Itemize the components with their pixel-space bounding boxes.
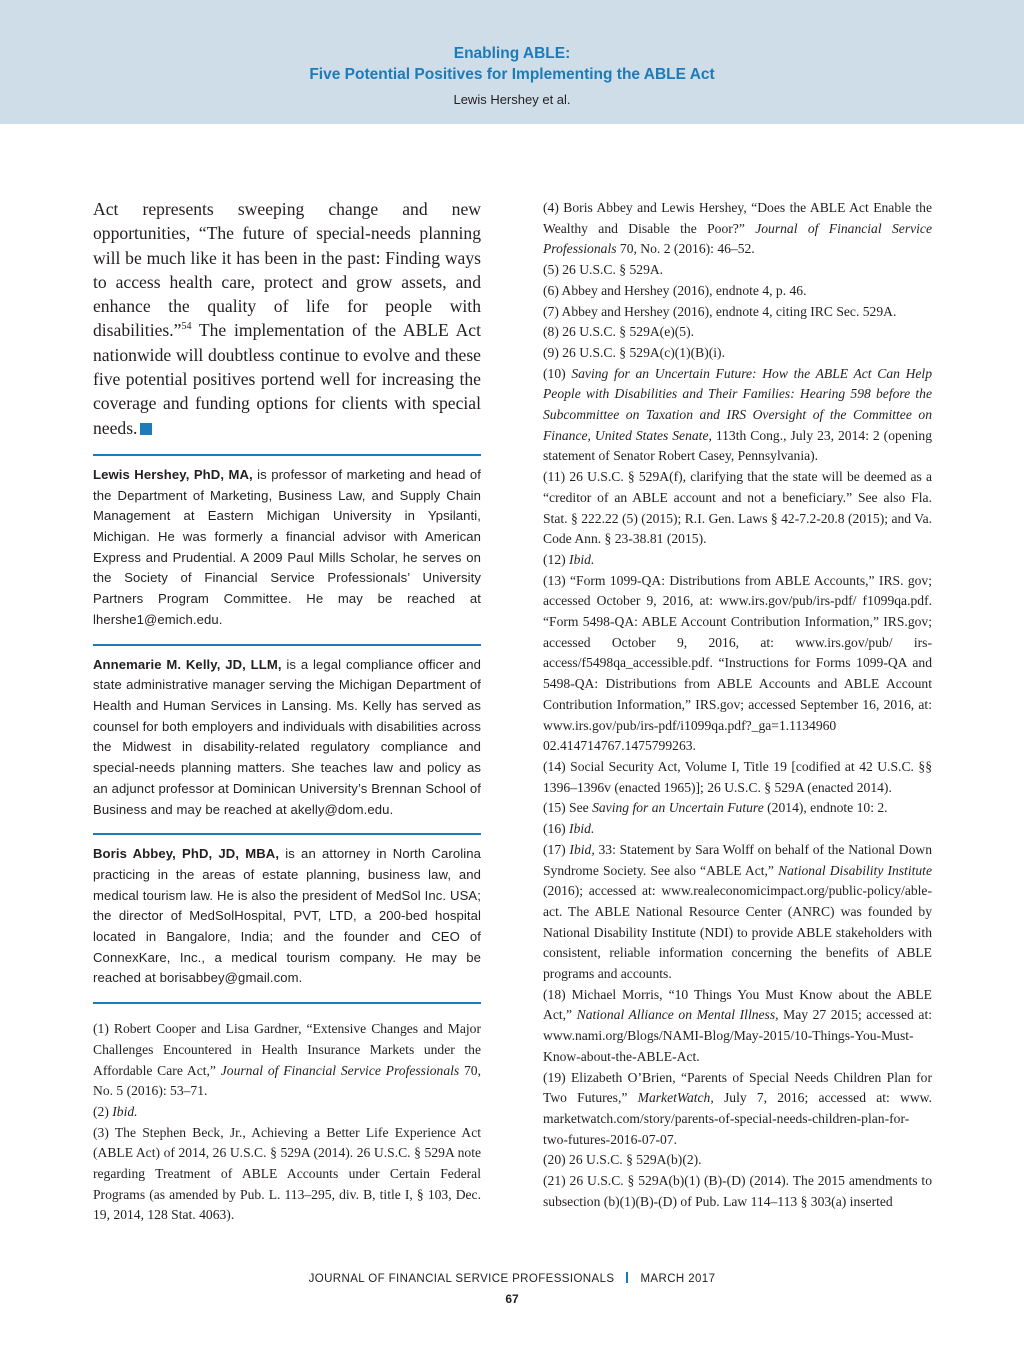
endnote-text: (9) 26 U.S.C. § 529A(c)(1)(B)(i). bbox=[543, 344, 725, 360]
endnote-text: (6) Abbey and Hershey (2016), endnote 4, p. 46. bbox=[543, 282, 807, 298]
endnote-italic: MarketWatch, bbox=[637, 1090, 714, 1106]
divider bbox=[93, 454, 481, 456]
endnote-text: (17) bbox=[543, 841, 570, 857]
endnote bbox=[543, 819, 932, 840]
page-number: 67 bbox=[505, 1292, 519, 1306]
endnote-italic: National Alliance on Mental Illness, bbox=[576, 1007, 779, 1023]
endnote-text: (2016); accessed at: www.realeconomicimpact.org/public-policy/able-act. The ABLE National Resource Center (ANRC) was founded by National Disability Institute (NDI) to provide ABLE stakeholders with consistent, reliable information concerning the benefits of ABLE programs and accounts. bbox=[543, 883, 932, 982]
endnote bbox=[543, 260, 932, 281]
journal-name: JOURNAL OF FINANCIAL SERVICE PROFESSIONALS bbox=[308, 1273, 615, 1285]
endnote bbox=[93, 1123, 481, 1227]
endnote bbox=[543, 302, 932, 323]
endnote-text: (4) Boris Abbey and Lewis Hershey, “Does the ABLE Act Enable the Wealthy and Disable the Poor?” bbox=[543, 200, 932, 236]
endnote bbox=[543, 985, 932, 1068]
endnote bbox=[543, 571, 932, 757]
endnote bbox=[543, 343, 932, 364]
author-bio-kelly bbox=[93, 655, 481, 821]
author-bio-hershey bbox=[93, 465, 481, 631]
endnote bbox=[543, 550, 932, 571]
endnote bbox=[543, 840, 932, 985]
endnote bbox=[93, 1019, 481, 1102]
page-footer bbox=[0, 1272, 1024, 1285]
endnote-text: (2014), endnote 10: 2. bbox=[763, 800, 888, 816]
endnote bbox=[93, 1102, 481, 1123]
endnote-text: (5) 26 U.S.C. § 529A. bbox=[543, 262, 664, 278]
endnote-italic: Ibid. bbox=[112, 1103, 138, 1119]
endnote-text: (18) Michael Morris, “10 Things You Must Know about the ABLE Act,” bbox=[543, 986, 932, 1023]
endnote-italic: Journal of Financial Service Professionals bbox=[220, 1062, 460, 1078]
author-bio-name: Lewis Hershey, PhD, MA, bbox=[93, 466, 253, 482]
endnote-text: (19) Elizabeth O’Brien, “Parents of Special Needs Children Plan for Two Futures,” bbox=[543, 1069, 932, 1106]
endnote-italic: Saving for an Uncertain Future: How the ABLE Act Can Help People with Disabilities and Their Families: Hearing 598 before the Subcommittee on Taxation and IRS Oversight of the Committee on Finance, United States Senate, bbox=[543, 365, 932, 443]
endnote-text: May 27 2015; accessed at: www.nami.org/Blogs/NAMI-Blog/May-2015/10-Things-You-Must-Know-about-the-ABLE-Act. bbox=[543, 1007, 932, 1064]
endnote bbox=[543, 798, 932, 819]
endnotes-right bbox=[543, 198, 932, 1212]
endnote-text: (7) Abbey and Hershey (2016), endnote 4, citing IRC Sec. 529A. bbox=[543, 303, 897, 319]
endnote-italic: Saving for an Uncertain Future bbox=[592, 800, 764, 816]
divider bbox=[93, 644, 481, 646]
endnote-text: (2) bbox=[93, 1103, 113, 1119]
endnote-text: 113th Cong., July 23, 2014: 2 (opening statement of Senator Robert Casey, Pennsylvania). bbox=[543, 427, 932, 464]
footer-separator bbox=[626, 1272, 628, 1283]
article-title-line1: Enabling ABLE: bbox=[453, 45, 571, 62]
endnote-italic: Ibid, bbox=[569, 841, 595, 857]
end-of-article-square-icon bbox=[140, 423, 152, 435]
endnote bbox=[543, 1068, 932, 1151]
endnote-text: (15) See bbox=[543, 800, 593, 816]
endnote-text: (11) 26 U.S.C. § 529A(f), clarifying that the state will be deemed as a “creditor of an ABLE account and not a beneficiary.” See also Fla. Stat. § 222.22 (5) (2015); R.I. Gen. Laws § 42-7.2-20.8 (2015); and Va. Code Ann. § 23-38.81 (2015). bbox=[543, 469, 932, 547]
endnote-text: 70, No. 5 (2016): 53–71. bbox=[93, 1062, 481, 1099]
divider bbox=[93, 833, 481, 835]
divider bbox=[93, 1002, 481, 1004]
author-bio-text: is professor of marketing and head of the Department of Marketing, Business Law, and Supply Chain Management at Eastern Michigan University in Ypsilanti, Michigan. He was formerly a financial advisor with American Express and Prudential. A 2009 Paul Mills Scholar, he serves on the Society of Financial Service Professionals’ University Partners Program Committee. He may be reached at lhershe1@emich.edu. bbox=[93, 466, 481, 627]
endnote-reference: 54 bbox=[181, 321, 192, 333]
article-authors: Lewis Hershey et al. bbox=[453, 92, 571, 107]
endnote-text: (20) 26 U.S.C. § 529A(b)(2). bbox=[543, 1152, 702, 1168]
endnote-text: (1) Robert Cooper and Lisa Gardner, “Extensive Changes and Major Challenges Encountered in Health Insurance Markets under the Affordable Care Act,” bbox=[93, 1021, 481, 1078]
endnote bbox=[543, 322, 932, 343]
lead-text-after: The implementation of the ABLE Act nationwide will doubtless continue to evolve and these five potential positives portend well for increasing the coverage and funding options for clients with special needs. bbox=[93, 320, 481, 438]
article-title-line2: Five Potential Positives for Implementing the ABLE Act bbox=[309, 66, 715, 83]
endnote-text: (21) 26 U.S.C. § 529A(b)(1) (B)-(D) (2014). The 2015 amendments to subsection (b)(1)(B)-(D) of Pub. Law 114–113 § 303(a) inserted bbox=[543, 1173, 932, 1209]
endnote bbox=[543, 364, 932, 468]
endnote bbox=[543, 281, 932, 302]
endnote-text: (12) bbox=[543, 551, 570, 567]
endnote-italic: Ibid. bbox=[569, 551, 595, 567]
endnote-text: (16) bbox=[543, 821, 570, 837]
author-bio-name: Boris Abbey, PhD, JD, MBA, bbox=[93, 846, 280, 862]
author-bio-name: Annemarie M. Kelly, JD, LLM, bbox=[93, 656, 282, 672]
endnote-italic: Journal of Financial Service Professionals bbox=[543, 220, 932, 257]
author-bio-text: is an attorney in North Carolina practicing in the areas of estate planning, business law, and medical tourism law. He is also the president of MedSol Inc. USA; the director of MedSolHospital, PVT, LTD, a 200-bed hospital located in Bangalore, India; and the founder and CEO of ConnexKare, Inc., a medical tourism company. He may be reached at borisabbey@gmail.com. bbox=[93, 846, 481, 986]
issue-date: MARCH 2017 bbox=[640, 1273, 716, 1285]
endnote-text: (10) bbox=[543, 365, 572, 381]
endnote-text: (13) “Form 1099-QA: Distributions from ABLE Accounts,” IRS. gov; accessed October 9, 2016, at: www.irs.gov/pub/irs-pdf/ f1099qa.pdf. “Form 5498-QA: ABLE Account Contribution Information,” IRS.gov; accessed October 9, 2016, at: www.irs.gov/pub/ irs-access/f5498qa_accessible.pdf. “Instructions for Forms 1099-QA and 5498-QA: Distributions from ABLE Accounts and ABLE Account Contribution Information,” IRS.gov; accessed September 16, 2016, at: www.irs.gov/pub/irs-pdf/i1099qa.pdf?_ga=1.1134960 02.414714767.1475799263. bbox=[543, 572, 932, 754]
left-column bbox=[93, 197, 481, 1226]
endnote-text: 33: Statement by Sara Wolff on behalf of the National Down Syndrome Society. See also “ABLE Act,” bbox=[543, 841, 933, 878]
endnote bbox=[543, 757, 932, 798]
endnote-italic: Ibid. bbox=[569, 821, 595, 837]
author-bio-abbey bbox=[93, 844, 481, 989]
endnote bbox=[543, 467, 932, 550]
endnote-text: (14) Social Security Act, Volume I, Title 19 [codified at 42 U.S.C. §§ 1396–1396v (enacted 1965)]; 26 U.S.C. § 529A (enacted 2014). bbox=[543, 758, 932, 795]
endnote bbox=[543, 198, 932, 260]
endnote-text: (3) The Stephen Beck, Jr., Achieving a Better Life Experience Act (ABLE Act) of 2014, 26 U.S.C. § 529A (2014). 26 U.S.C. § 529A note regarding Treatment of ABLE Accounts under Certain Federal Programs (as amended by Pub. L. 113–295, div. B, title I, § 103, Dec. 19, 2014, 128 Stat. 4063). bbox=[93, 1124, 481, 1223]
endnote bbox=[543, 1150, 932, 1171]
endnote bbox=[543, 1171, 932, 1212]
lead-paragraph bbox=[93, 197, 481, 440]
lead-text: Act represents sweeping change and new opportunities, “The future of special-needs planning will be much like it has been in the past: Finding ways to access health care, protect and grow assets, and enhance the quality of life for people with disabilities.” bbox=[93, 199, 481, 341]
endnote-text: July 7, 2016; accessed at: www. marketwatch.com/story/parents-of-special-needs-children-plan-for-two-futures-2016-07-07. bbox=[543, 1090, 932, 1147]
endnote-text: (8) 26 U.S.C. § 529A(e)(5). bbox=[543, 324, 695, 340]
endnote-text: 70, No. 2 (2016): 46–52. bbox=[616, 241, 755, 257]
endnote-italic: National Disability Institute bbox=[778, 862, 932, 878]
endnotes-left bbox=[93, 1019, 481, 1226]
author-bio-text: is a legal compliance officer and state administrative manager serving the Michigan Department of Health and Human Services in Lansing. Ms. Kelly has served as counsel for both employers and individuals with disabilities across the Midwest in disability-related regulatory compliance and special-needs planning matters. She teaches law and policy as an adjunct professor at Dominican University’s Brennan School of Business and may be reached at akelly@dom.edu. bbox=[93, 656, 482, 817]
